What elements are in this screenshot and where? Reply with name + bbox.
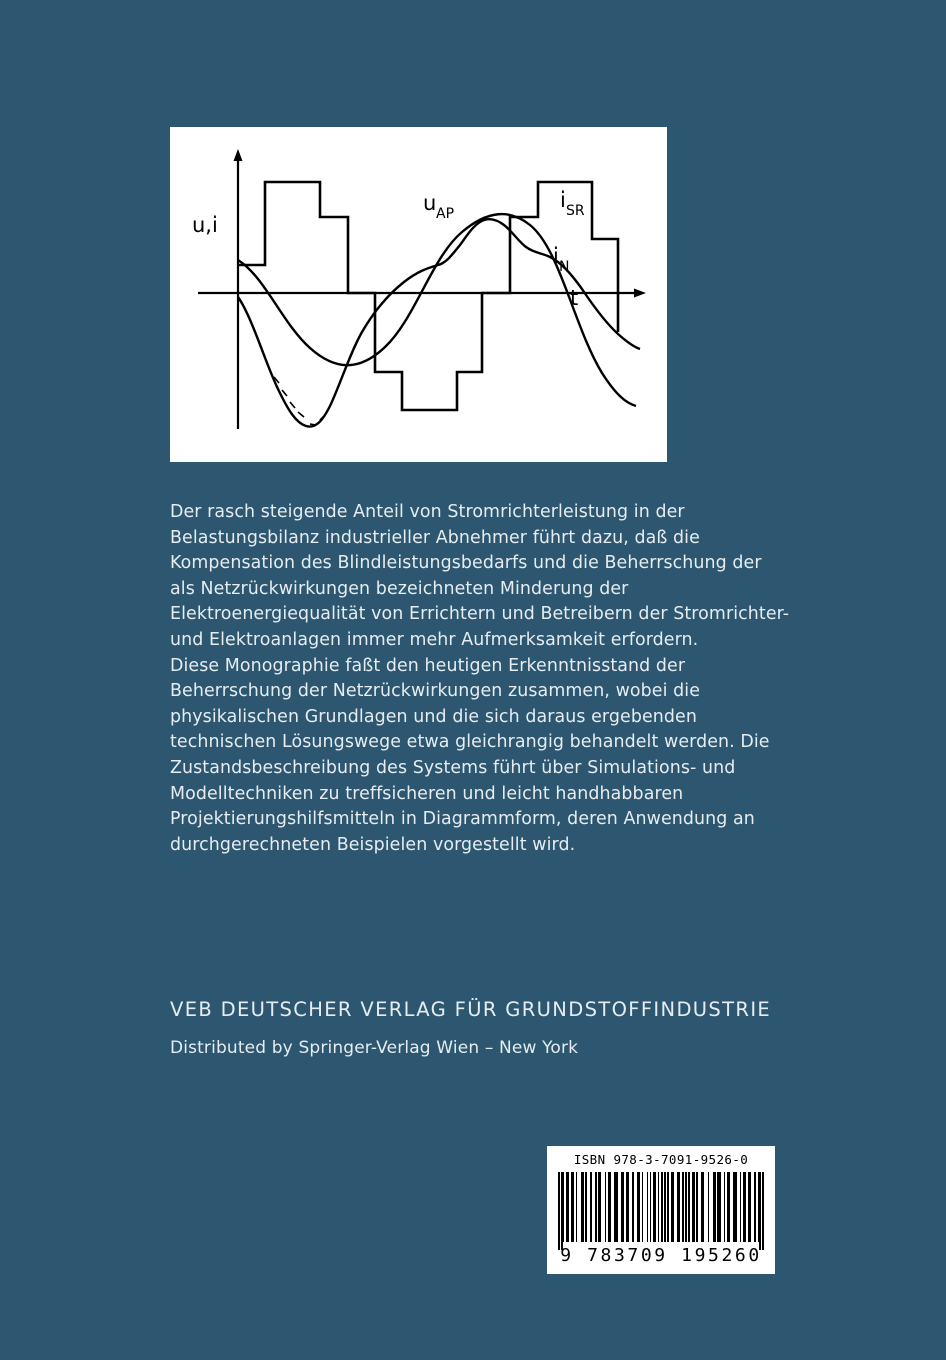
curve-label-in-sub: N xyxy=(559,259,570,275)
blurb-text xyxy=(170,500,790,858)
curve-label-uap-sub: AP xyxy=(436,206,455,222)
blurb-paragraph-2: Diese Monographie faßt den heutigen Erkenntnisstand der Beherrschung der Netzrückwirkungen zusammen, wobei die physikalischen Grundlagen und die sich daraus ergebenden technischen Lösungswege etwa gleichrangig behandelt werden. Die Zustandsbeschreibung des Systems führt über Simulations- und Modelltechniken zu treffsicheren und leicht handhabbaren Projektierungshilfsmitteln in Diagrammform, deren Anwendung an durchgerechneten Beispielen vorgestellt wird. xyxy=(170,655,770,855)
barcode-bars xyxy=(558,1172,764,1242)
curve-label-uap-base: u xyxy=(423,191,437,215)
curve-label-isr-base: i xyxy=(560,188,566,212)
curve-label-isr-sub: SR xyxy=(566,203,585,219)
curve-label-in-base: i xyxy=(553,244,559,268)
publisher-name: VEB DEUTSCHER VERLAG FÜR GRUNDSTOFFINDUSTRIE xyxy=(170,998,772,1021)
publisher-distributor: Distributed by Springer-Verlag Wien – New York xyxy=(170,1038,579,1058)
publisher-block xyxy=(170,998,870,1058)
barcode xyxy=(547,1146,775,1274)
waveform-diagram xyxy=(170,127,667,462)
axis-label-y: u,i xyxy=(192,213,218,237)
axis-label-x: t xyxy=(570,286,579,310)
barcode-digits: 9 783709 195260 xyxy=(560,1245,762,1266)
isbn-text: ISBN 978-3-7091-9526-0 xyxy=(573,1152,749,1167)
blurb-paragraph-1: Der rasch steigende Anteil von Stromrichterleistung in der Belastungsbilanz industrieller Abnehmer führt dazu, daß die Kompensation des Blindleistungsbedarfs und die Beherrschung der als Netzrückwirkungen bezeichneten Minderung der Elektroenergiequalität von Errichtern und Betreibern der Stromrichter- und Elektroanlagen immer mehr Aufmerksamkeit erfordern. xyxy=(170,502,790,650)
